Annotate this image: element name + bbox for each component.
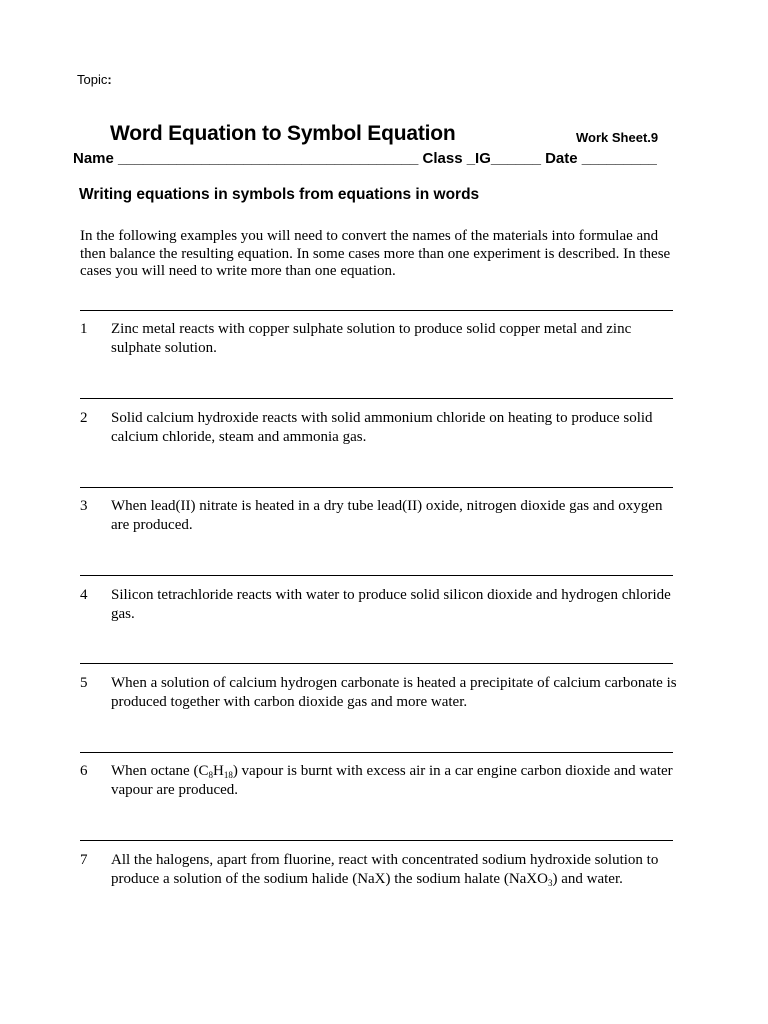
question-text xyxy=(111,762,680,799)
question-item xyxy=(80,409,680,446)
answer-rule xyxy=(80,663,673,664)
question-item xyxy=(80,674,680,711)
question-number: 7 xyxy=(80,852,88,868)
question-number: 2 xyxy=(80,410,88,426)
question-number: 1 xyxy=(80,321,88,337)
question-item xyxy=(80,586,680,623)
question-text xyxy=(111,851,680,888)
question-item xyxy=(80,320,680,357)
intro-paragraph: In the following examples you will need to convert the names of the materials into formulae and then balance the resulting equation. In some cases more than one experiment is described. In these cases you will need to write more than one equation. xyxy=(80,228,671,279)
question-text-part: All the halogens, apart from fluorine, react with concentrated sodium hydroxide solution to produce a solution of the sodium halide (NaX) the sodium halate (NaXO xyxy=(111,852,659,887)
name-class-date-line: Name ____________________________________ Class _IG______ Date _________ xyxy=(73,150,657,167)
question-text-part: When octane (C xyxy=(111,763,209,779)
question-text-part: H xyxy=(212,763,224,779)
question-number: 6 xyxy=(80,763,88,779)
answer-rule xyxy=(80,310,673,311)
question-number: 3 xyxy=(80,498,88,514)
topic-label xyxy=(77,72,112,87)
question-text: Zinc metal reacts with copper sulphate solution to produce solid copper metal and zinc sulphate solution. xyxy=(111,321,632,356)
question-text: Solid calcium hydroxide reacts with solid ammonium chloride on heating to produce solid calcium chloride, steam and ammonia gas. xyxy=(111,410,653,445)
question-number: 5 xyxy=(80,675,88,691)
question-number: 4 xyxy=(80,587,88,603)
question-text-part: ) and water. xyxy=(552,870,623,887)
question-item xyxy=(80,497,680,534)
answer-rule xyxy=(80,575,673,576)
question-item xyxy=(80,851,680,888)
answer-rule xyxy=(80,487,673,488)
worksheet-number: Work Sheet.9 xyxy=(576,130,659,145)
subscript: 18 xyxy=(223,770,233,780)
subscript: 8 xyxy=(208,770,213,780)
worksheet-title: Word Equation to Symbol Equation xyxy=(110,122,456,145)
answer-rule xyxy=(80,752,673,753)
topic-text: Topic xyxy=(77,72,108,87)
topic-colon: : xyxy=(107,72,112,87)
question-text: When a solution of calcium hydrogen carbonate is heated a precipitate of calcium carbonate is produced together with carbon dioxide gas and more water. xyxy=(111,675,677,710)
question-item xyxy=(80,762,680,799)
subscript: 3 xyxy=(547,877,553,888)
answer-rule xyxy=(80,398,673,399)
question-text: When lead(II) nitrate is heated in a dry tube lead(II) oxide, nitrogen dioxide gas and oxygen are produced. xyxy=(111,498,663,533)
question-text-part: ) vapour is burnt with excess air in a car engine carbon dioxide and water vapour are produced. xyxy=(111,763,673,798)
section-heading: Writing equations in symbols from equations in words xyxy=(79,186,480,203)
question-text: Silicon tetrachloride reacts with water to produce solid silicon dioxide and hydrogen chloride gas. xyxy=(111,587,671,622)
answer-rule xyxy=(80,840,673,841)
